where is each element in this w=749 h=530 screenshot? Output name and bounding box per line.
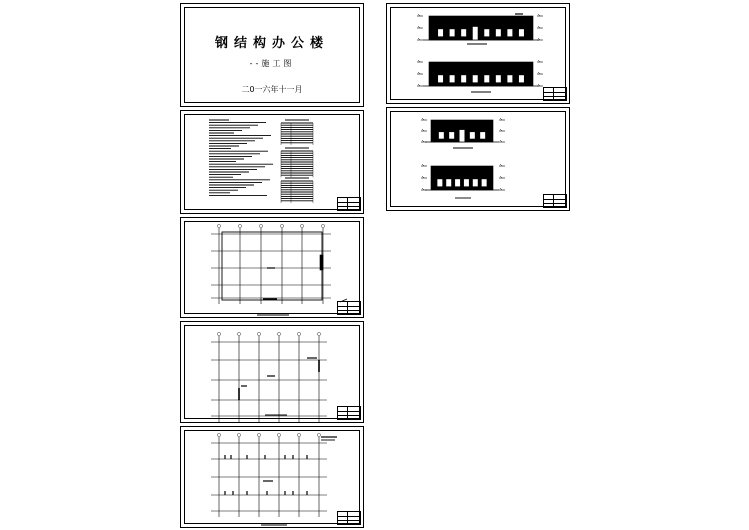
axis-bubble [317, 433, 320, 436]
axis-bubble [277, 332, 280, 335]
level-mark [422, 140, 424, 142]
window-opening [507, 75, 512, 82]
window-opening [484, 75, 489, 82]
title-block [337, 406, 361, 420]
axis-bubble [217, 224, 220, 227]
stair-core [320, 255, 323, 270]
window-opening [480, 132, 485, 139]
front-elevation [429, 16, 533, 40]
level-mark [500, 164, 502, 166]
slab-outline [222, 232, 322, 300]
window-opening [446, 179, 451, 186]
notes-text-block-left [209, 120, 273, 195]
axis-bubble [297, 332, 300, 335]
cover-sheet [180, 3, 364, 107]
axis-bubble [217, 433, 220, 436]
window-opening [450, 29, 455, 36]
window-opening [496, 75, 501, 82]
axis-bubble [257, 332, 260, 335]
window-opening [496, 29, 501, 36]
level-mark [422, 118, 424, 120]
plan-sheet-1 [180, 217, 364, 318]
title-block [337, 511, 361, 525]
door-opening [473, 27, 478, 40]
elevation-sheet-1 [386, 3, 570, 104]
window-opening [470, 132, 475, 139]
axis-bubble [277, 433, 280, 436]
window-opening [473, 179, 478, 186]
window-opening [482, 179, 487, 186]
axis-bubble [300, 224, 303, 227]
axis-bubble [280, 224, 283, 227]
axis-bubble [321, 224, 324, 227]
drawing-title: 钢结构办公楼 [214, 36, 329, 51]
rear-elevation [429, 62, 533, 86]
elevation-sheet-2 [386, 107, 570, 211]
level-mark [500, 129, 502, 131]
window-opening [484, 29, 489, 36]
level-mark [422, 164, 424, 166]
axis-bubble [217, 332, 220, 335]
window-opening [461, 29, 466, 36]
axis-bubble [237, 332, 240, 335]
window-opening [461, 75, 466, 82]
window-opening [437, 179, 442, 186]
window-opening [455, 179, 460, 186]
title-block [337, 301, 361, 315]
axis-bubble [297, 433, 300, 436]
title-block [337, 197, 361, 211]
door-opening [460, 130, 465, 142]
axis-bubble [317, 332, 320, 335]
window-opening [439, 132, 444, 139]
window-opening [438, 75, 443, 82]
axis-bubble [238, 224, 241, 227]
window-opening [519, 75, 524, 82]
notes-tables-right [281, 120, 313, 203]
window-opening [449, 132, 454, 139]
window-opening [507, 29, 512, 36]
axis-bubble [257, 433, 260, 436]
window-opening [438, 29, 443, 36]
notes-sheet [180, 110, 364, 214]
drawing-date: 二0一六年十一月 [241, 85, 303, 94]
window-opening [464, 179, 469, 186]
axis-bubble [259, 224, 262, 227]
window-opening [519, 29, 524, 36]
window-opening [450, 75, 455, 82]
window-opening [473, 75, 478, 82]
level-mark [422, 129, 424, 131]
plan-sheet-2 [180, 321, 364, 423]
level-mark [500, 118, 502, 120]
drawing-subtitle: --施工图 [249, 59, 295, 68]
axis-bubble [237, 433, 240, 436]
level-mark [500, 140, 502, 142]
title-block [543, 87, 567, 101]
title-block [543, 194, 567, 208]
plan-sheet-3 [180, 426, 364, 528]
